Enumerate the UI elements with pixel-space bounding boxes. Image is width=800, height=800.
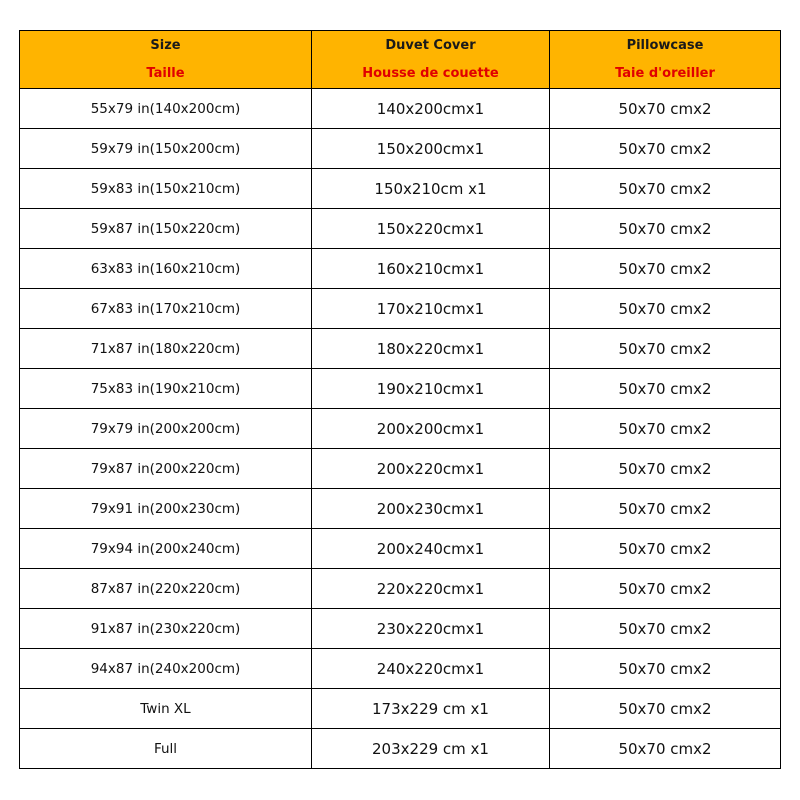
header-pillowcase [550, 31, 781, 89]
header-duvet-cover-fr: Housse de couette [362, 65, 499, 81]
size-cell: 79x79 in(200x200cm) [20, 409, 312, 449]
pillowcase-cell: 50x70 cmx2 [550, 649, 781, 689]
header-pillowcase-en: Pillowcase [626, 37, 704, 53]
table-header [20, 31, 781, 89]
duvet-cover-cell: 200x200cmx1 [312, 409, 550, 449]
header-duvet-cover-en: Duvet Cover [385, 37, 476, 53]
duvet-cover-cell: 200x240cmx1 [312, 529, 550, 569]
table-row [20, 129, 781, 169]
duvet-cover-cell: 140x200cmx1 [312, 89, 550, 129]
duvet-cover-cell: 200x220cmx1 [312, 449, 550, 489]
duvet-cover-cell: 150x200cmx1 [312, 129, 550, 169]
pillowcase-cell: 50x70 cmx2 [550, 609, 781, 649]
size-cell: 79x91 in(200x230cm) [20, 489, 312, 529]
duvet-cover-cell: 150x220cmx1 [312, 209, 550, 249]
header-row [20, 31, 781, 89]
size-cell: 79x87 in(200x220cm) [20, 449, 312, 489]
pillowcase-cell: 50x70 cmx2 [550, 169, 781, 209]
pillowcase-cell: 50x70 cmx2 [550, 249, 781, 289]
size-cell: 59x87 in(150x220cm) [20, 209, 312, 249]
pillowcase-cell: 50x70 cmx2 [550, 89, 781, 129]
size-chart-table [19, 30, 781, 769]
table-row [20, 249, 781, 289]
duvet-cover-cell: 150x210cm x1 [312, 169, 550, 209]
table-row [20, 169, 781, 209]
table-row [20, 209, 781, 249]
duvet-cover-cell: 203x229 cm x1 [312, 729, 550, 769]
size-cell: 91x87 in(230x220cm) [20, 609, 312, 649]
table-row [20, 409, 781, 449]
size-cell: 75x83 in(190x210cm) [20, 369, 312, 409]
table-row [20, 89, 781, 129]
size-cell: 59x79 in(150x200cm) [20, 129, 312, 169]
header-size-fr: Taille [146, 65, 185, 81]
pillowcase-cell: 50x70 cmx2 [550, 409, 781, 449]
size-cell: 55x79 in(140x200cm) [20, 89, 312, 129]
pillowcase-cell: 50x70 cmx2 [550, 289, 781, 329]
pillowcase-cell: 50x70 cmx2 [550, 129, 781, 169]
pillowcase-cell: 50x70 cmx2 [550, 529, 781, 569]
table-row [20, 529, 781, 569]
duvet-cover-cell: 160x210cmx1 [312, 249, 550, 289]
table-row [20, 329, 781, 369]
size-cell: 71x87 in(180x220cm) [20, 329, 312, 369]
table-row [20, 689, 781, 729]
duvet-cover-cell: 240x220cmx1 [312, 649, 550, 689]
pillowcase-cell: 50x70 cmx2 [550, 569, 781, 609]
pillowcase-cell: 50x70 cmx2 [550, 449, 781, 489]
size-cell: 67x83 in(170x210cm) [20, 289, 312, 329]
pillowcase-cell: 50x70 cmx2 [550, 209, 781, 249]
pillowcase-cell: 50x70 cmx2 [550, 369, 781, 409]
size-cell: Twin XL [20, 689, 312, 729]
table-row [20, 289, 781, 329]
duvet-cover-cell: 180x220cmx1 [312, 329, 550, 369]
header-duvet-cover [312, 31, 550, 89]
duvet-cover-cell: 170x210cmx1 [312, 289, 550, 329]
table-row [20, 649, 781, 689]
header-pillowcase-fr: Taie d'oreiller [615, 65, 715, 81]
duvet-cover-cell: 230x220cmx1 [312, 609, 550, 649]
duvet-cover-cell: 200x230cmx1 [312, 489, 550, 529]
duvet-cover-cell: 190x210cmx1 [312, 369, 550, 409]
header-size [20, 31, 312, 89]
pillowcase-cell: 50x70 cmx2 [550, 729, 781, 769]
size-cell: 94x87 in(240x200cm) [20, 649, 312, 689]
table-row [20, 489, 781, 529]
table-body [20, 89, 781, 769]
pillowcase-cell: 50x70 cmx2 [550, 689, 781, 729]
size-cell: 63x83 in(160x210cm) [20, 249, 312, 289]
size-cell: 59x83 in(150x210cm) [20, 169, 312, 209]
table-row [20, 369, 781, 409]
table-row [20, 729, 781, 769]
size-cell: 87x87 in(220x220cm) [20, 569, 312, 609]
pillowcase-cell: 50x70 cmx2 [550, 329, 781, 369]
table-row [20, 449, 781, 489]
pillowcase-cell: 50x70 cmx2 [550, 489, 781, 529]
header-size-en: Size [150, 37, 181, 53]
duvet-cover-cell: 220x220cmx1 [312, 569, 550, 609]
table-row [20, 569, 781, 609]
size-cell: 79x94 in(200x240cm) [20, 529, 312, 569]
size-cell: Full [20, 729, 312, 769]
table-row [20, 609, 781, 649]
duvet-cover-cell: 173x229 cm x1 [312, 689, 550, 729]
